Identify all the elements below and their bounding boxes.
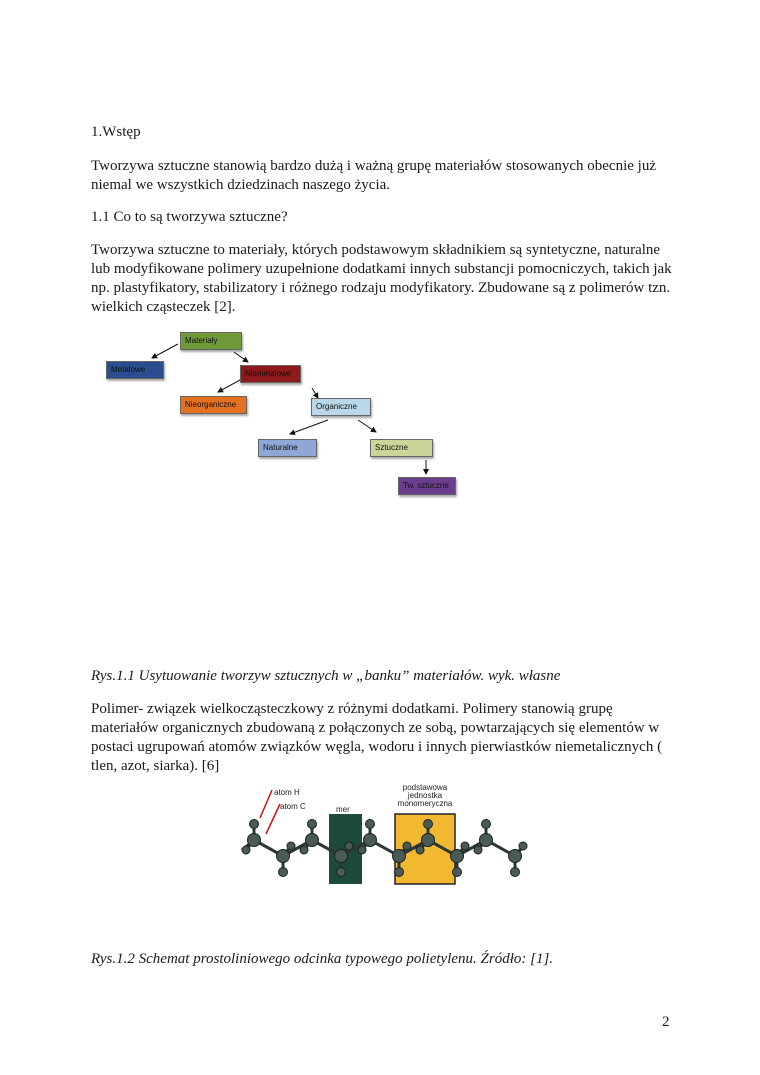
carbon-atom bbox=[364, 834, 377, 847]
materials-hierarchy-diagram bbox=[100, 328, 480, 503]
figure-caption-2: Rys.1.2 Schemat prostoliniowego odcinka typowego polietylenu. Źródło: [1]. bbox=[91, 951, 554, 967]
carbon-atom bbox=[277, 850, 290, 863]
heading-what-are-plastics: 1.1 Co to są tworzywa sztuczne? bbox=[91, 209, 288, 225]
carbon-atom bbox=[480, 834, 493, 847]
page-number: 2 bbox=[662, 1014, 670, 1030]
label-mer: mer bbox=[336, 805, 350, 814]
arrow-to-metalowe bbox=[152, 344, 178, 358]
hydrogen-atom bbox=[242, 846, 250, 854]
carbon-atom bbox=[335, 850, 348, 863]
arrow-atom-c bbox=[266, 804, 280, 834]
hydrogen-atom bbox=[511, 868, 520, 877]
hydrogen-atom bbox=[474, 846, 482, 854]
label-monomer-unit: podstawowa jednostka monomeryczna bbox=[397, 783, 453, 808]
arrow-to-sztuczne bbox=[358, 420, 376, 432]
hydrogen-atom bbox=[279, 868, 288, 877]
carbon-atom bbox=[422, 834, 435, 847]
hydrogen-atom bbox=[300, 846, 308, 854]
arrow-to-niemetalowe bbox=[234, 352, 248, 362]
hydrogen-atom bbox=[403, 842, 411, 850]
hydrogen-atom bbox=[519, 842, 527, 850]
paragraph-what-are-plastics: Tworzywa sztuczne to materiały, których podstawowym składnikiem są syntetyczne, naturalne lub modyfikowane polimery uzupełnione dodatkami innych substancji pomocniczych, takich jak np. plastyfikatory, stabilizatory i różnego rodzaju modyfikatory. Zbudowane są z polimerów tzn. wielkich cząsteczek [2]. bbox=[91, 242, 672, 315]
hydrogen-atom bbox=[416, 846, 424, 854]
hydrogen-atom bbox=[287, 842, 295, 850]
node-organiczne: Organiczne bbox=[311, 398, 371, 416]
hydrogen-atom bbox=[250, 820, 259, 829]
node-naturalne: Naturalne bbox=[258, 439, 317, 457]
carbon-atom bbox=[509, 850, 522, 863]
arrow-to-organiczne bbox=[312, 388, 318, 398]
figure-caption-1: Rys.1.1 Usytuowanie tworzyw sztucznych w „banku” materiałów. wyk. własne bbox=[91, 668, 561, 684]
paragraph-polymer: Polimer- związek wielkocząsteczkowy z różnymi dodatkami. Polimery stanowią grupę materiałów organicznych zbudowaną z połączonych ze sobą, powtarzających się elementów w postaci ugrupowań atomów związków węgla, wodoru i innych pierwiastków niemetalicznych ( tlen, azot, siarka). [6] bbox=[91, 701, 663, 774]
carbon-atom bbox=[451, 850, 464, 863]
hydrogen-atom bbox=[395, 868, 404, 877]
node-nieorganiczne: Nieorganiczne bbox=[180, 396, 247, 414]
paragraph-intro: Tworzywa sztuczne stanowią bardzo dużą i ważną grupę materiałów stosowanych obecnie już niemal we wszystkich dziedzinach naszego życia. bbox=[91, 158, 656, 193]
hydrogen-atom bbox=[366, 820, 375, 829]
node-tw-sztuczne: Tw. sztuczne bbox=[398, 477, 456, 495]
heading-intro: 1.Wstęp bbox=[91, 124, 141, 140]
hydrogen-atom bbox=[453, 868, 462, 877]
hydrogen-atom bbox=[461, 842, 469, 850]
label-atom-c: atom C bbox=[280, 802, 306, 811]
carbon-atom bbox=[248, 834, 261, 847]
hydrogen-atom bbox=[308, 820, 317, 829]
node-niemetalowe: Niemetalowe bbox=[240, 365, 301, 383]
arrow-to-naturalne bbox=[290, 420, 328, 434]
polyethylene-schematic bbox=[232, 778, 532, 888]
hydrogen-atom bbox=[482, 820, 491, 829]
arrow-to-nieorganiczne bbox=[218, 380, 240, 392]
label-atom-h: atom H bbox=[274, 788, 300, 797]
arrow-atom-h bbox=[260, 790, 272, 818]
hydrogen-atom bbox=[337, 868, 346, 877]
hydrogen-atom bbox=[358, 846, 366, 854]
hydrogen-atom bbox=[345, 842, 353, 850]
hydrogen-atom bbox=[424, 820, 433, 829]
node-metalowe: Metalowe bbox=[106, 361, 164, 379]
carbon-atom bbox=[306, 834, 319, 847]
node-sztuczne: Sztuczne bbox=[370, 439, 433, 457]
node-materialy: Materiały bbox=[180, 332, 242, 350]
carbon-atom bbox=[393, 850, 406, 863]
